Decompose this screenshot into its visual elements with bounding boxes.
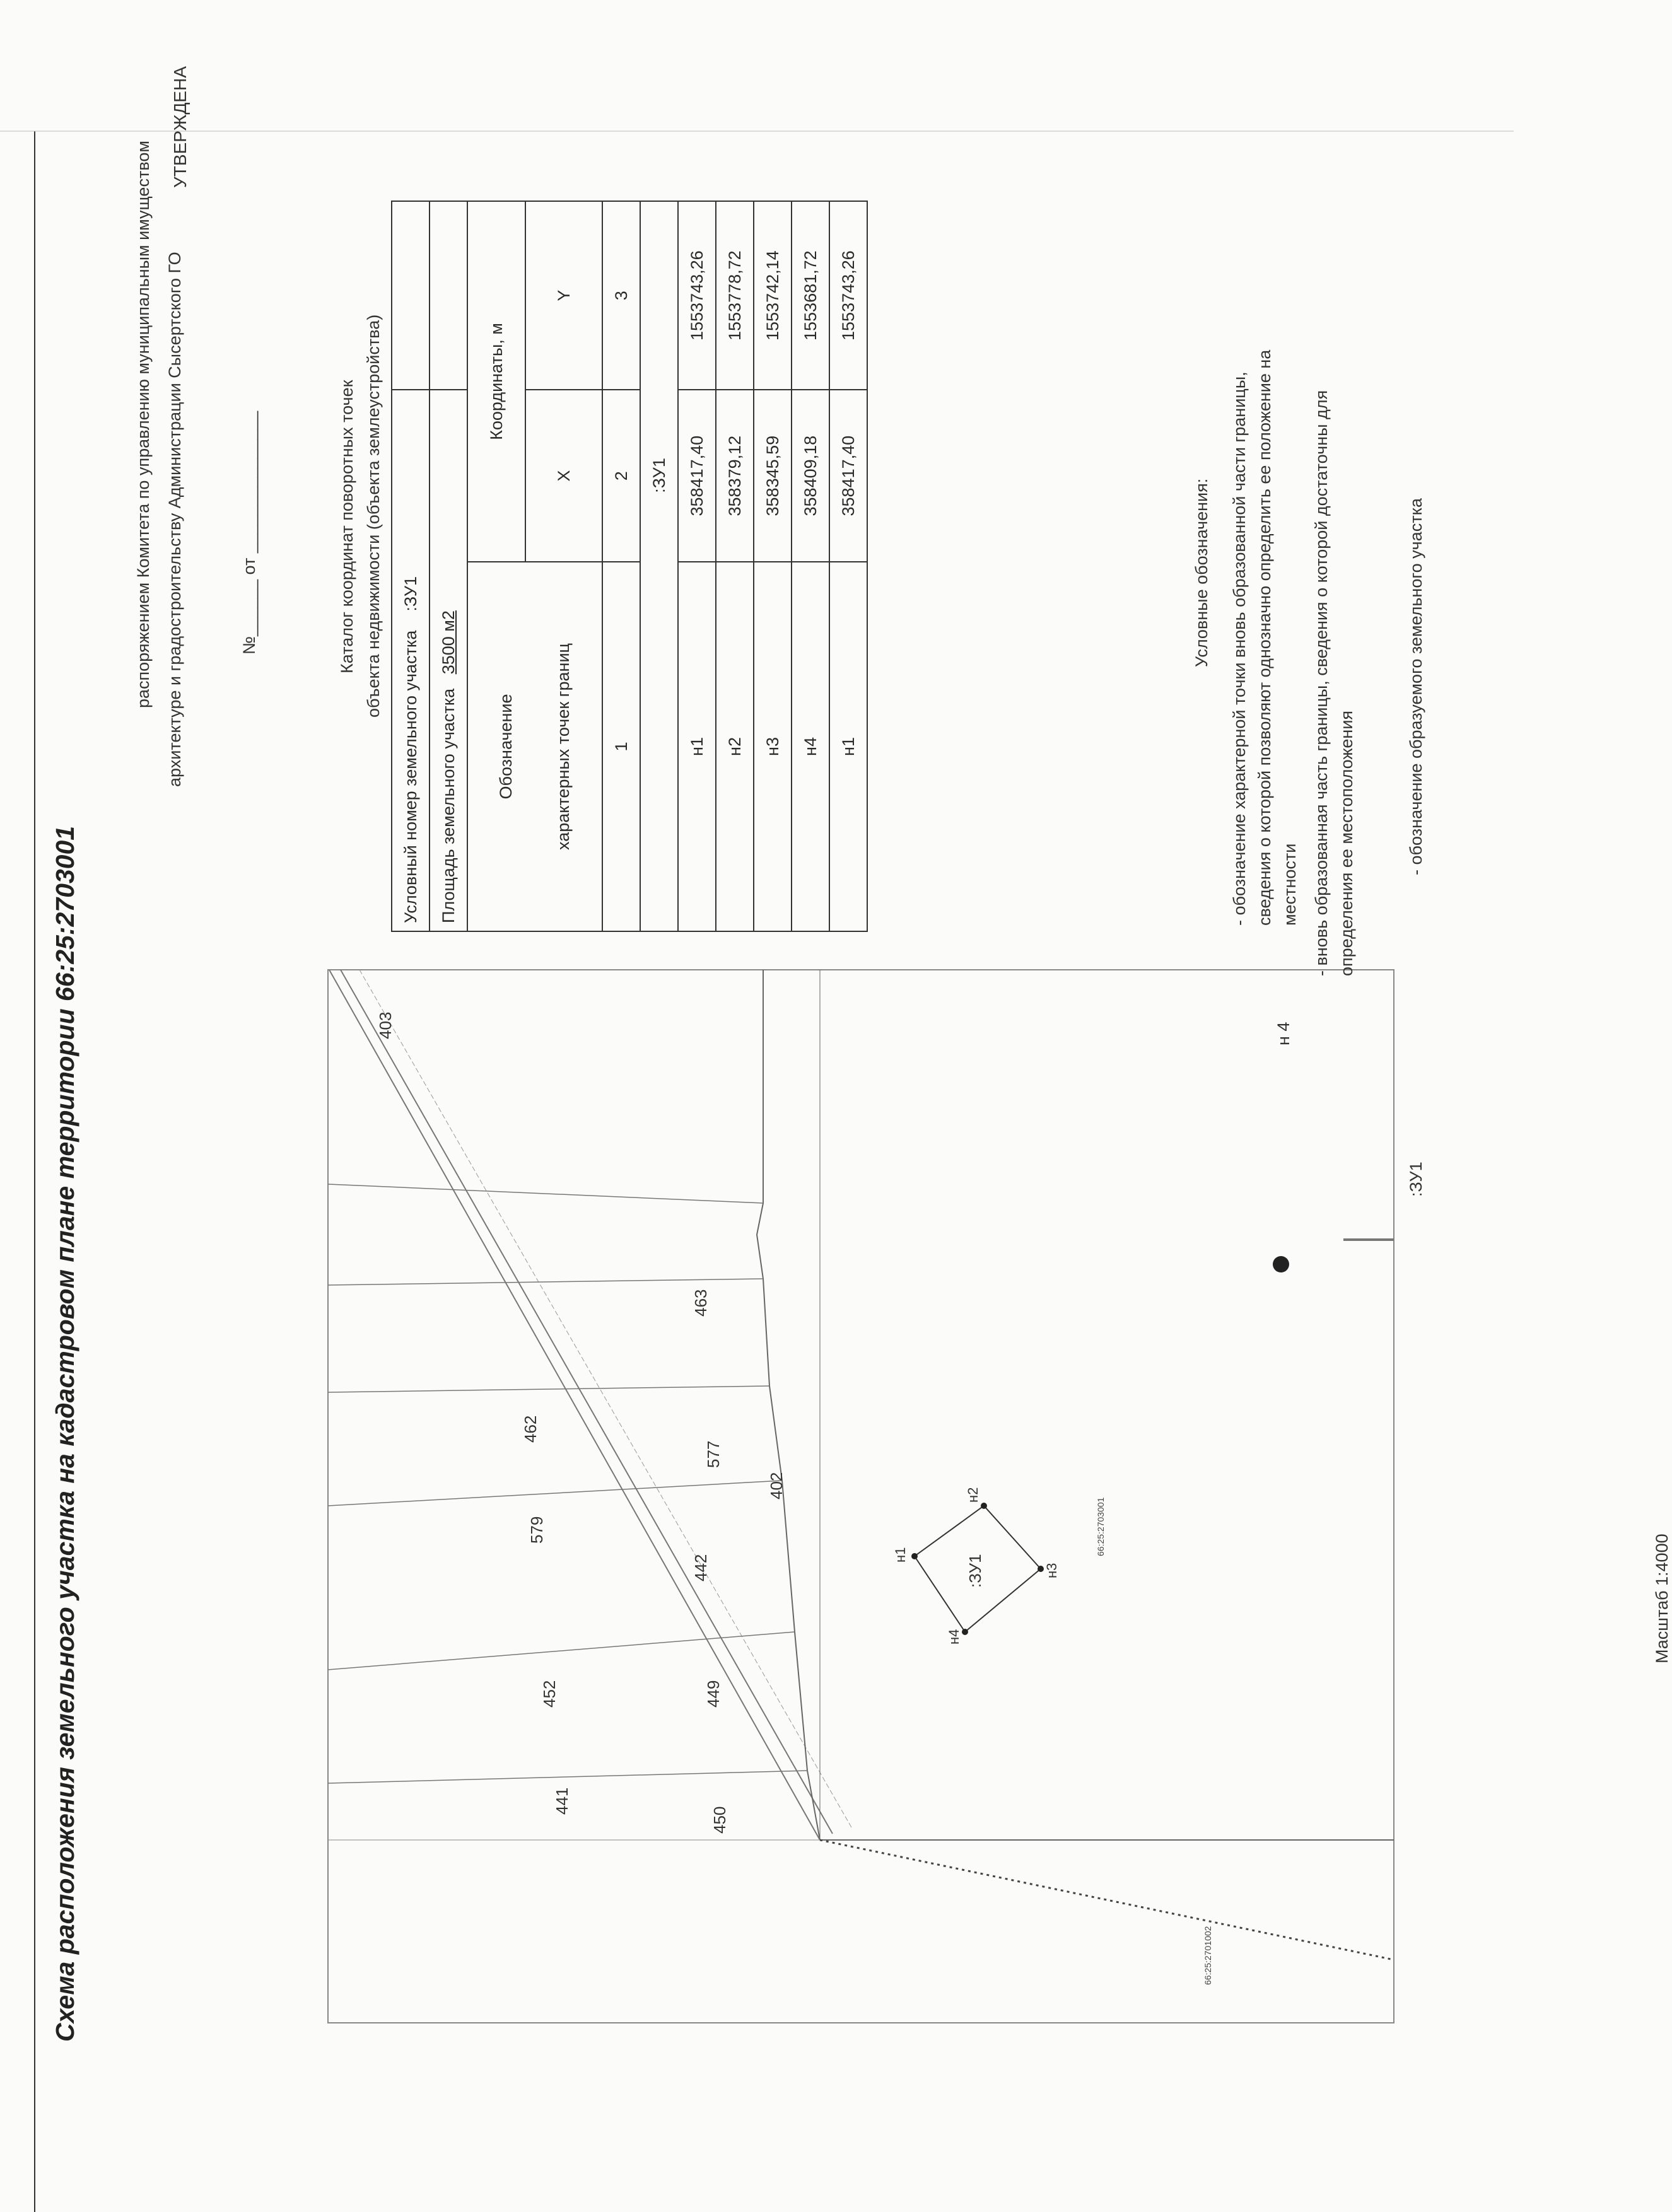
- legend-title: Условные обозначения:: [1192, 478, 1211, 667]
- point-label: н1: [892, 1547, 908, 1563]
- table-row: н4 358409,18 1553681,72: [792, 201, 829, 931]
- block-label: 66:25:2703001: [1096, 1497, 1106, 1556]
- table-row: н1 358417,40 1553743,26: [678, 201, 716, 931]
- table-row: [430, 201, 467, 931]
- block-label: 66:25:2701002: [1203, 1926, 1213, 1985]
- order-number-line: №______ от _______________: [240, 410, 259, 655]
- lot-number: 441: [552, 1787, 571, 1815]
- point-n3: [1038, 1566, 1044, 1572]
- order-line-1: распоряжением Комитета по управлению муниципальным имуществом: [134, 141, 153, 708]
- page-title: Схема расположения земельного участка на кадастровом плане территории 66:25:2703001: [50, 825, 79, 2042]
- legend-item-1-line-1: - обозначение характерной точки вновь образованной части границы,: [1230, 371, 1249, 926]
- lot-number: 449: [704, 1680, 723, 1708]
- lot-number: 452: [540, 1680, 559, 1708]
- parcel-label: :ЗУ1: [966, 1554, 985, 1588]
- table-row: :ЗУ1: [640, 201, 678, 931]
- lot-number: 462: [521, 1415, 540, 1443]
- table-header-y: Y: [525, 201, 602, 390]
- legend-item-3-text: - обозначение образуемого земельного участка: [1406, 498, 1425, 875]
- cadastral-map: [328, 963, 1400, 2023]
- table-row: [467, 201, 525, 931]
- table-row: [392, 201, 430, 931]
- table-row: н1 358417,40 1553743,26: [829, 201, 867, 931]
- table-header-coords: Координаты, м: [467, 201, 525, 562]
- table-row: н2 358379,12 1553778,72: [716, 201, 754, 931]
- point-label: н3: [1044, 1563, 1060, 1578]
- point-label: н2: [965, 1487, 981, 1503]
- legend-item-2-line-2: определения ее местоположения: [1337, 710, 1356, 976]
- lot-number: 403: [376, 1011, 395, 1039]
- table-cell: Условный номер земельного участка :ЗУ1: [392, 390, 430, 931]
- table-cell: Площадь земельного участка 3500 м2: [430, 390, 467, 931]
- legend-item-2-line-1: - вновь образованная часть границы, сведения о которой достаточны для: [1312, 390, 1331, 976]
- point-label: н4: [946, 1629, 962, 1644]
- coordinates-table: [391, 201, 868, 932]
- table-row: 1 2 3: [602, 201, 640, 931]
- map-frame: [328, 970, 1394, 2023]
- lot-number: 450: [710, 1806, 729, 1834]
- quarter-boundary: [820, 1840, 1394, 1960]
- boundary-line-icon: [1343, 1238, 1394, 1241]
- road-edge: [341, 970, 833, 1834]
- legend-item-1-line-2: сведения о которой позволяют однозначно определить ее положение на: [1255, 349, 1274, 926]
- point-n1: [911, 1553, 918, 1559]
- boundary-line: [757, 970, 820, 1840]
- lot-number: 577: [704, 1440, 723, 1468]
- catalog-title-2: объекта недвижимости (объекта землеустройства): [364, 314, 383, 718]
- lot-number: 579: [527, 1516, 546, 1544]
- lot-number: 402: [767, 1472, 786, 1499]
- table-header-x: X: [525, 390, 602, 562]
- lot-number: 442: [691, 1554, 710, 1581]
- map-scale: Масштаб 1:4000: [1652, 1534, 1671, 1663]
- legend-item-1-symbol: н 4: [1274, 1022, 1293, 1045]
- lot-number: 463: [691, 1289, 710, 1317]
- point-n4: [962, 1629, 968, 1635]
- approved-label: УТВЕРЖДЕНА: [170, 66, 190, 188]
- legend-item-1-line-3: местности: [1280, 843, 1299, 926]
- road-edge: [329, 970, 820, 1840]
- point-marker-icon: [1273, 1256, 1289, 1272]
- catalog-title-1: Каталог координат поворотных точек: [337, 380, 356, 673]
- table-header-designation: Обозначение характерных точек границ: [467, 562, 602, 931]
- table-row: н3 358345,59 1553742,14: [754, 201, 792, 931]
- point-n2: [981, 1503, 987, 1509]
- legend-item-3-symbol: :ЗУ1: [1406, 1161, 1425, 1197]
- order-line-2: архитектуре и градостроительству Администрации Сысертского ГО: [165, 252, 184, 787]
